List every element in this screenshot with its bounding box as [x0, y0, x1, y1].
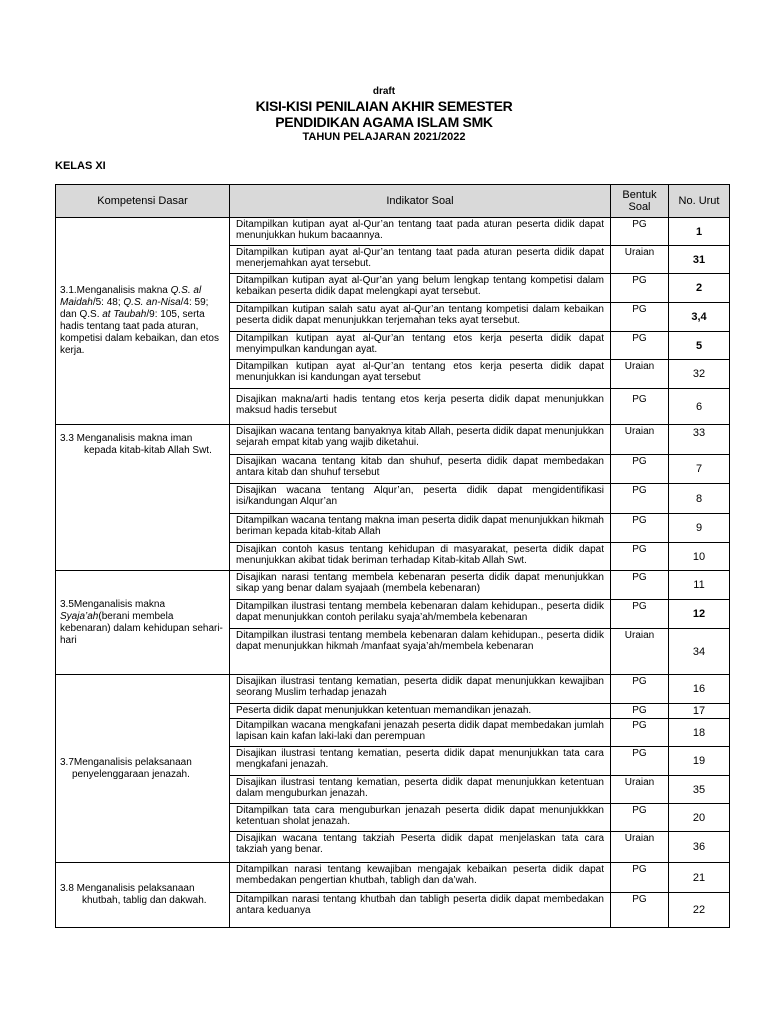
- indikator-cell: Ditampilkan kutipan ayat al-Qur’an yang belum lengkap tentang kompetisi dalam kebaikan peserta didik dapat melengkapi ayat tersebut.: [230, 274, 611, 303]
- bentuk-cell: PG: [611, 893, 669, 928]
- no-urut-cell: 22: [669, 893, 730, 928]
- no-urut-cell: 32: [669, 360, 730, 389]
- no-urut-cell: 5: [669, 332, 730, 360]
- indikator-cell: Ditampilkan wacana tentang makna iman peserta didik dapat menunjukkan hikmah beriman kepada kitab-kitab Allah: [230, 514, 611, 543]
- no-urut-cell: 36: [669, 832, 730, 863]
- no-urut-cell: 8: [669, 484, 730, 514]
- table-row: [56, 863, 730, 893]
- indikator-cell: Disajikan wacana tentang banyaknya kitab Allah, peserta didik dapat menunjukkan sejarah empat kitab yang wajib diketahui.: [230, 425, 611, 455]
- kd-cell-3-8: [56, 863, 230, 928]
- table-header-row: [56, 185, 730, 218]
- no-urut-cell: 18: [669, 719, 730, 747]
- kd-text: /4: 59; dan Q.S.: [60, 297, 209, 320]
- kd-text: /5: 48;: [92, 297, 124, 308]
- indikator-cell: Disajikan wacana tentang kitab dan shuhuf, peserta didik dapat membedakan antara kitab dan shuhuf tersebut: [230, 455, 611, 484]
- bentuk-cell: PG: [611, 218, 669, 246]
- kisi-kisi-table: [55, 184, 730, 928]
- draft-label: draft: [372, 86, 396, 97]
- kd-text-italic: Syaja’ah: [60, 610, 99, 622]
- no-urut-cell: 6: [669, 389, 730, 425]
- no-urut-cell: 7: [669, 455, 730, 484]
- indikator-cell: Ditampilkan narasi tentang khutbah dan tabligh peserta didik dapat membedakan antara keduanya: [230, 893, 611, 928]
- header-no-urut: No. Urut: [669, 185, 730, 218]
- document-header: [0, 82, 768, 144]
- kd-text: 3.7Menganalisis pelaksanaan: [60, 756, 192, 768]
- kd-text: penyelenggaraan jenazah.: [72, 768, 190, 780]
- bentuk-cell: PG: [611, 514, 669, 543]
- school-year: TAHUN PELAJARAN 2021/2022: [302, 131, 466, 143]
- indikator-cell: Disajikan wacana tentang Alqur’an, peserta didik dapat mengidentifikasi isi/kandungan Alqur’an: [230, 484, 611, 514]
- kd-cell-3-7: [56, 675, 230, 863]
- kd-cell-3-1: [56, 218, 230, 425]
- bentuk-cell: Uraian: [611, 425, 669, 455]
- table-row: [56, 675, 730, 704]
- indikator-cell: Ditampilkan kutipan salah satu ayat al-Qur’an tentang kompetisi dalam kebaikan peserta didik dapat menunjukkan terjemahan teks ayat tersebut.: [230, 303, 611, 332]
- indikator-cell: Disajikan narasi tentang membela kebenaran peserta didik dapat menunjukkan sikap yang benar dalam syajaah (membela kebenaran): [230, 571, 611, 600]
- bentuk-cell: Uraian: [611, 360, 669, 389]
- no-urut-cell: 20: [669, 804, 730, 832]
- indikator-cell: Disajikan ilustrasi tentang kematian, peserta didik dapat menunjukkan ketentuan dalam menguburkan jenazah.: [230, 776, 611, 804]
- indikator-cell: Peserta didik dapat menunjukkan ketentuan memandikan jenazah.: [230, 704, 611, 719]
- indikator-cell: Ditampilkan ilustrasi tentang membela kebenaran dalam kehidupan., peserta didik dapat menunjukkan contoh perilaku syaja’ah/membela kebenaran: [230, 600, 611, 629]
- bentuk-cell: PG: [611, 863, 669, 893]
- bentuk-cell: PG: [611, 747, 669, 776]
- bentuk-cell: PG: [611, 704, 669, 719]
- header-bentuk-soal: Bentuk Soal: [611, 185, 669, 218]
- bentuk-cell: PG: [611, 719, 669, 747]
- bentuk-cell: PG: [611, 543, 669, 571]
- indikator-cell: Disajikan wacana tentang takziah Peserta didik dapat menjelaskan tata cara takziah yang benar.: [230, 832, 611, 863]
- kd-text: khutbah, tablig dan dakwah.: [82, 895, 207, 906]
- table-row: [56, 425, 730, 455]
- bentuk-cell: PG: [611, 332, 669, 360]
- table-row: [56, 571, 730, 600]
- indikator-cell: Ditampilkan ilustrasi tentang membela kebenaran dalam kehidupan., peserta didik dapat menunjukkan hikmah /manfaat syaja’ah/membela kebenaran: [230, 629, 611, 675]
- kd-text: 3.8 Menganalisis pelaksanaan: [60, 883, 195, 894]
- no-urut-cell: 21: [669, 863, 730, 893]
- table-row: [56, 218, 730, 246]
- indikator-cell: Ditampilkan kutipan ayat al-Qur’an tentang etos kerja peserta didik dapat menunjukkan isi kandungan ayat tersebut: [230, 360, 611, 389]
- kd-text: (berani membela kebenaran) dalam kehidupan sehari-hari: [60, 610, 223, 646]
- document-subtitle: PENDIDIKAN AGAMA ISLAM SMK: [275, 114, 493, 130]
- indikator-cell: Disajikan ilustrasi tentang kematian, peserta didik dapat menunjukkan tata cara mengkafani jenazah.: [230, 747, 611, 776]
- kd-text: 3.1.Menganalisis makna: [60, 285, 171, 296]
- kd-text-italic: at Taubah: [102, 309, 147, 320]
- kd-cell-3-3: [56, 425, 230, 571]
- bentuk-cell: PG: [611, 274, 669, 303]
- no-urut-cell: 31: [669, 246, 730, 274]
- no-urut-cell: 10: [669, 543, 730, 571]
- no-urut-cell: 19: [669, 747, 730, 776]
- bentuk-cell: Uraian: [611, 832, 669, 863]
- no-urut-cell: 2: [669, 274, 730, 303]
- indikator-cell: Ditampilkan kutipan ayat al-Qur’an tentang taat pada aturan peserta didik dapat menunjukkan hukum bacaannya.: [230, 218, 611, 246]
- bentuk-cell: PG: [611, 600, 669, 629]
- kd-text: kepada kitab-kitab Allah Swt.: [84, 445, 212, 456]
- header-indikator-soal: Indikator Soal: [230, 185, 611, 218]
- document-title: KISI-KISI PENILAIAN AKHIR SEMESTER: [255, 98, 513, 114]
- no-urut-cell: 9: [669, 514, 730, 543]
- kd-text-italic: Q.S. an-Nisa: [123, 297, 181, 308]
- no-urut-cell: 11: [669, 571, 730, 600]
- no-urut-cell: 34: [669, 629, 730, 675]
- kd-text-italic: Q.S. al Maidah: [60, 285, 202, 308]
- bentuk-cell: Uraian: [611, 776, 669, 804]
- no-urut-cell: 1: [669, 218, 730, 246]
- indikator-cell: Ditampilkan wacana mengkafani jenazah peserta didik dapat membedakan jumlah lapisan kain kafan laki-laki dan perempuan: [230, 719, 611, 747]
- no-urut-cell: 33: [669, 425, 730, 455]
- no-urut-cell: 17: [669, 704, 730, 719]
- no-urut-cell: 3,4: [669, 303, 730, 332]
- bentuk-cell: Uraian: [611, 629, 669, 675]
- indikator-cell: Ditampilkan kutipan ayat al-Qur’an tentang etos kerja peserta didik dapat menyimpulkan kandungan ayat.: [230, 332, 611, 360]
- header-kompetensi-dasar: Kompetensi Dasar: [56, 185, 230, 218]
- indikator-cell: Disajikan makna/arti hadis tentang etos kerja peserta didik dapat menunjukkan maksud hadis tersebut: [230, 389, 611, 425]
- no-urut-cell: 12: [669, 600, 730, 629]
- bentuk-cell: PG: [611, 303, 669, 332]
- kd-text: 3.5Menganalisis makna: [60, 598, 166, 610]
- bentuk-cell: PG: [611, 484, 669, 514]
- indikator-cell: Ditampilkan narasi tentang kewajiban mengajak kebaikan peserta didik dapat membedakan pengertian khutbah, tabligh dan da’wah.: [230, 863, 611, 893]
- kd-cell-3-5: [56, 571, 230, 675]
- class-label: KELAS XI: [55, 160, 106, 172]
- kd-text: 3.3 Menganalisis makna iman: [60, 433, 193, 444]
- bentuk-cell: PG: [611, 389, 669, 425]
- bentuk-cell: PG: [611, 804, 669, 832]
- no-urut-cell: 16: [669, 675, 730, 704]
- indikator-cell: Ditampilkan tata cara menguburkan jenazah peserta didik dapat menunjukkkan ketentuan sholat jenazah.: [230, 804, 611, 832]
- bentuk-cell: PG: [611, 675, 669, 704]
- bentuk-cell: Uraian: [611, 246, 669, 274]
- indikator-cell: Ditampilkan kutipan ayat al-Qur’an tentang taat pada aturan peserta didik dapat menerjemahkan ayat tersebut.: [230, 246, 611, 274]
- indikator-cell: Disajikan ilustrasi tentang kematian, peserta didik dapat menunjukkan kewajiban seorang Muslim terhadap jenazah: [230, 675, 611, 704]
- bentuk-cell: PG: [611, 571, 669, 600]
- indikator-cell: Disajikan contoh kasus tentang kehidupan di masyarakat, peserta didik dapat menunjukkan akibat tidak beriman terhadap Kitab-kitab Allah Swt.: [230, 543, 611, 571]
- kd-text: /9: 105, serta hadis tentang taat pada aturan, kompetisi dalam kebaikan, dan etos kerja.: [60, 309, 219, 356]
- no-urut-cell: 35: [669, 776, 730, 804]
- bentuk-cell: PG: [611, 455, 669, 484]
